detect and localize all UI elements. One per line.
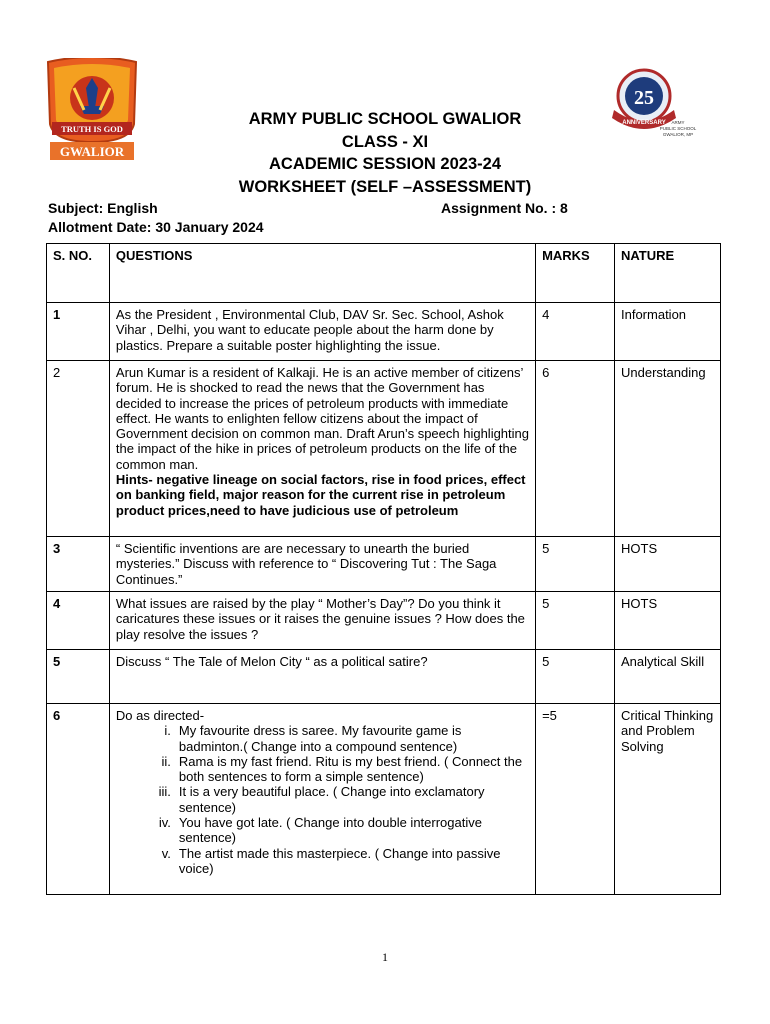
subquestion-number: i.: [164, 723, 171, 739]
row-marks: =5: [536, 704, 615, 895]
title-school: ARMY PUBLIC SCHOOL GWALIOR: [248, 110, 522, 128]
row-marks: 5: [536, 650, 615, 704]
subquestion-text: The artist made this masterpiece. ( Change into passive voice): [178, 845, 501, 876]
table-row: [47, 537, 721, 592]
row-sno: 3: [47, 537, 110, 592]
table-row: [47, 704, 721, 895]
row-sno: 6: [47, 704, 110, 895]
subject-label: Subject: English: [48, 200, 158, 216]
row-nature: HOTS: [615, 592, 721, 650]
subquestion-number: ii.: [161, 753, 171, 769]
row-question-cell: [109, 361, 535, 537]
row-nature: Understanding: [615, 361, 721, 537]
table-header-row: [47, 244, 721, 303]
document-title: [0, 108, 770, 198]
crest-motto: TRUTH IS GOD: [61, 124, 123, 134]
row-sno: 4: [47, 592, 110, 650]
anniversary-caption-3: GWALIOR, MP: [662, 132, 694, 137]
row-hints: Hints- negative lineage on social factors, rise in food prices, effect on banking field, major reason for the current rise in petroleum product prices,need to have judicious use of petroleum: [115, 472, 526, 518]
subquestion-text: My favourite dress is saree. My favourite game is badminton.( Change into a compound sentence): [178, 723, 462, 754]
row-marks: 5: [536, 537, 615, 592]
row-marks: 6: [536, 361, 615, 537]
row-sno: 1: [47, 303, 110, 361]
allotment-date: Allotment Date: 30 January 2024: [48, 219, 264, 235]
subquestion: [116, 846, 529, 877]
subquestion-text: It is a very beautiful place. ( Change into exclamatory sentence): [178, 784, 485, 815]
table-row: [47, 303, 721, 361]
anniversary-number: 25: [634, 87, 654, 109]
subquestion: [116, 723, 529, 754]
subquestion: [116, 784, 529, 815]
row-nature: HOTS: [615, 537, 721, 592]
subquestion: [116, 754, 529, 785]
row-question: Arun Kumar is a resident of Kalkaji. He is an active member of citizens’ forum. He is shocked to read the news that the Government has decided to increase the prices of petroleum products with immediate effect. He wants to enlighten fellow citizens about the impact of Government decision on common man. Draft Arun’s speech highlighting the impact of the hike in prices of petroleum products on the life of the common man.: [115, 365, 529, 472]
row-question: “ Scientific inventions are are necessary to unearth the buried mysteries.” Discuss with reference to “ Discovering Tut : The Saga Continues.”: [109, 537, 535, 592]
header-marks: MARKS: [536, 244, 615, 303]
subquestion-number: iii.: [158, 784, 171, 800]
row-marks: 5: [536, 592, 615, 650]
table-row: [47, 592, 721, 650]
questions-table: [46, 243, 721, 895]
anniversary-ribbon: ANNIVERSARY: [622, 120, 666, 126]
row-sno: 5: [47, 650, 110, 704]
subquestion-number: iv.: [158, 815, 171, 831]
assignment-number: Assignment No. : 8: [441, 200, 568, 216]
row-nature: Critical Thinking and Problem Solving: [615, 704, 721, 895]
row-nature: Analytical Skill: [615, 650, 721, 704]
title-class: CLASS - XI: [341, 132, 429, 151]
row-question: Do as directed-: [115, 708, 205, 723]
row-nature: Information: [615, 303, 721, 361]
subquestion-text: Rama is my fast friend. Ritu is my best friend. ( Connect the both sentences to form a simple sentence): [178, 753, 523, 785]
subquestion: [116, 815, 529, 846]
subquestion-number: v.: [161, 845, 171, 861]
crest-city: GWALIOR: [59, 144, 125, 159]
title-worksheet: WORKSHEET (SELF –ASSESSMENT): [238, 177, 532, 196]
row-question: As the President , Environmental Club, DAV Sr. Sec. School, Ashok Vihar , Delhi, you want to educate people about the harm done by plastics. Prepare a suitable poster highlighting the issue.: [109, 303, 535, 361]
page-number: 1: [382, 950, 388, 964]
subquestion-text: You have got late. ( Change into double interrogative sentence): [178, 815, 482, 846]
row-question-cell: [109, 704, 535, 895]
row-sno: 2: [47, 361, 110, 537]
table-row: [47, 361, 721, 537]
header-nature: NATURE: [615, 244, 721, 303]
row-question: Discuss “ The Tale of Melon City “ as a political satire?: [109, 650, 535, 704]
anniversary-caption-1: ARMY: [671, 120, 685, 125]
row-marks: 4: [536, 303, 615, 361]
header-sno: S. NO.: [47, 244, 110, 303]
table-row: [47, 650, 721, 704]
header-questions: QUESTIONS: [109, 244, 535, 303]
row-question: What issues are raised by the play “ Mother’s Day”? Do you think it caricatures these issues or it raises the genuine issues ? How does the play resolve the issues ?: [109, 592, 535, 650]
title-session: ACADEMIC SESSION 2023-24: [269, 155, 501, 173]
anniversary-caption-2: PUBLIC SCHOOL: [659, 126, 697, 131]
